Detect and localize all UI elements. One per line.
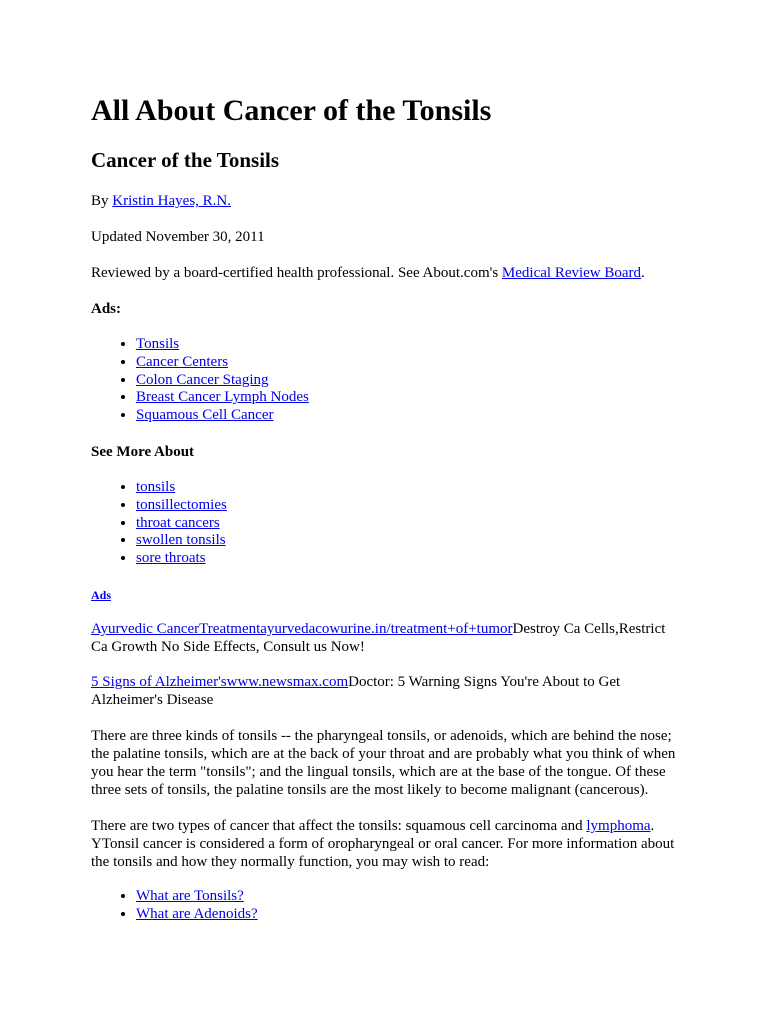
page-title: All About Cancer of the Tonsils bbox=[91, 94, 492, 127]
list-item bbox=[136, 888, 258, 906]
ad-link-colon-cancer-staging[interactable]: Colon Cancer Staging bbox=[136, 371, 269, 388]
ad-link-cancer-centers[interactable]: Cancer Centers bbox=[136, 353, 229, 370]
see-more-link-swollen-tonsils[interactable]: swollen tonsils bbox=[136, 532, 226, 549]
article-subtitle: Cancer of the Tonsils bbox=[91, 148, 280, 172]
updated-date: Updated November 30, 2011 bbox=[91, 229, 265, 245]
author-link[interactable]: Kristin Hayes, R.N. bbox=[112, 193, 232, 209]
list-item bbox=[136, 389, 309, 407]
ad-link-breast-cancer-lymph-nodes[interactable]: Breast Cancer Lymph Nodes bbox=[136, 389, 309, 406]
review-note-period: . bbox=[641, 265, 645, 281]
ads-heading: Ads: bbox=[91, 301, 122, 317]
what-are-adenoids-link[interactable]: What are Adenoids? bbox=[136, 905, 258, 922]
body-paragraph-2-continued: . YTonsil cancer is considered a form of oropharyngeal or oral cancer. For more information about the tonsils and how they normally function, you may wish to read: bbox=[91, 818, 675, 870]
list-item bbox=[136, 372, 309, 390]
list-item bbox=[136, 497, 227, 515]
list-item bbox=[136, 532, 227, 550]
byline bbox=[91, 192, 681, 210]
see-more-link-tonsillectomies[interactable]: tonsillectomies bbox=[136, 496, 227, 513]
what-are-tonsils-link[interactable]: What are Tonsils? bbox=[136, 888, 244, 904]
body-paragraph-2-text: There are two types of cancer that affect the tonsils: squamous cell carcinoma and bbox=[91, 818, 587, 834]
ad-link-squamous-cell-cancer[interactable]: Squamous Cell Cancer bbox=[136, 407, 274, 424]
see-more-link-throat-cancers[interactable]: throat cancers bbox=[136, 514, 220, 531]
lymphoma-link[interactable]: lymphoma bbox=[586, 818, 651, 834]
sponsored-ads-heading bbox=[91, 586, 681, 604]
list-item bbox=[136, 479, 227, 497]
see-more-link-sore-throats[interactable]: sore throats bbox=[136, 550, 206, 567]
see-more-link-tonsils[interactable]: tonsils bbox=[136, 479, 176, 495]
byline-label: By bbox=[91, 193, 113, 209]
sponsored-ad-1 bbox=[91, 620, 681, 656]
sponsored-ad-1-link[interactable]: Ayurvedic CancerTreatmentayurvedacowurine.in/treatment+of+tumor bbox=[91, 621, 513, 637]
list-item bbox=[136, 906, 258, 924]
review-note bbox=[91, 264, 681, 282]
sponsored-ad-2-link[interactable]: 5 Signs of Alzheimer'swww.newsmax.com bbox=[91, 674, 349, 690]
see-more-heading: See More About bbox=[91, 444, 195, 460]
list-item bbox=[136, 336, 309, 354]
ads-list bbox=[91, 336, 309, 425]
review-note-text: Reviewed by a board-certified health professional. See About.com's bbox=[91, 265, 502, 281]
body-paragraph-2 bbox=[91, 817, 681, 871]
sponsored-ads-link[interactable]: Ads bbox=[91, 588, 112, 602]
list-item bbox=[136, 515, 227, 533]
body-paragraph-1: There are three kinds of tonsils -- the pharyngeal tonsils, or adenoids, which are behind the nose; the palatine tonsils, which are at the back of your throat and are probably what you think of when you hear the term "tonsils"; and the lingual tonsils, which are at the base of the tongue. Of these three sets of tonsils, the palatine tonsils are the most likely to become malignant (cancerous). bbox=[91, 728, 676, 798]
list-item bbox=[136, 550, 227, 568]
sponsored-ad-2-text: Doctor: 5 Warning Signs You're About to Get Alzheimer's Disease bbox=[91, 674, 621, 708]
further-reading-list bbox=[91, 888, 258, 924]
medical-review-board-link[interactable]: Medical Review Board bbox=[501, 265, 642, 281]
list-item bbox=[136, 407, 309, 425]
sponsored-ad-2 bbox=[91, 673, 681, 709]
list-item bbox=[136, 354, 309, 372]
see-more-list bbox=[91, 479, 227, 568]
sponsored-ad-1-text: Destroy Ca Cells,Restrict Ca Growth No Side Effects, Consult us Now! bbox=[91, 621, 666, 655]
ad-link-tonsils[interactable]: Tonsils bbox=[136, 336, 180, 352]
